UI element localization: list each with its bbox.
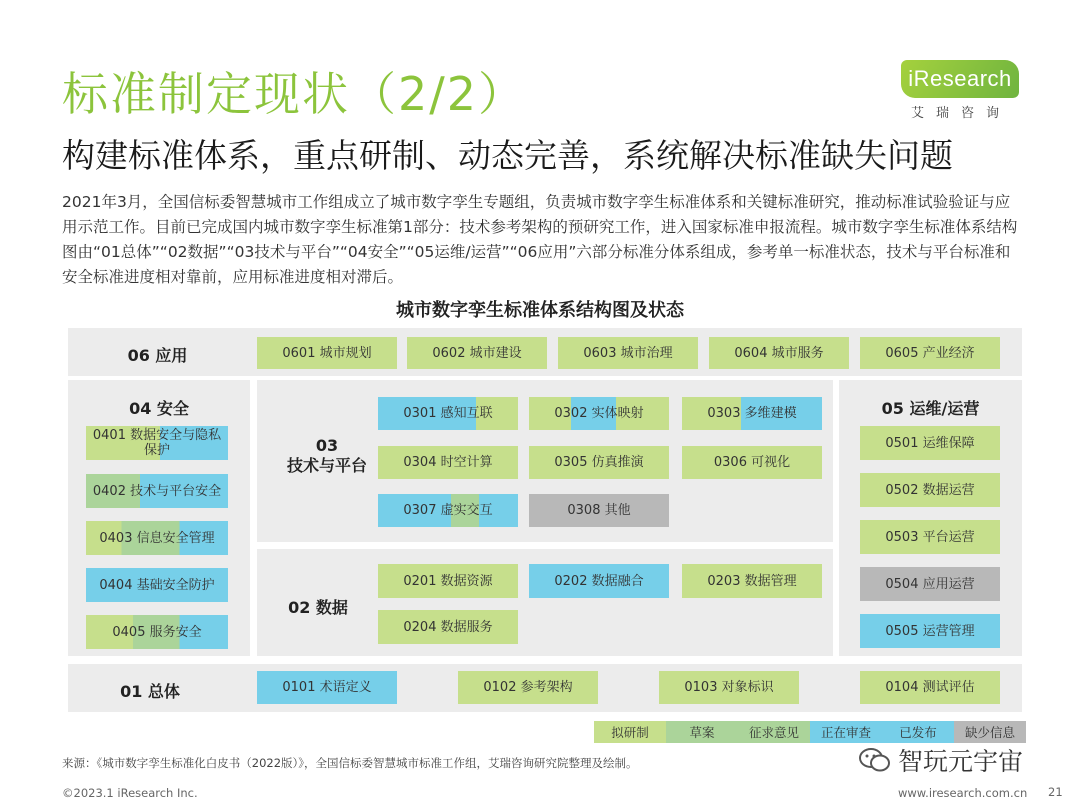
website: www.iresearch.com.cn bbox=[898, 786, 1028, 800]
item-0602: 0602 城市建设 bbox=[407, 337, 547, 369]
legend-item: 征求意见 bbox=[738, 721, 810, 743]
legend-item: 缺少信息 bbox=[954, 721, 1026, 743]
page-title: 标准制定现状（2/2） bbox=[62, 67, 527, 121]
item-0604: 0604 城市服务 bbox=[709, 337, 849, 369]
section-06-label: 06 应用 bbox=[127, 346, 188, 365]
item-0305: 0305 仿真推演 bbox=[529, 446, 669, 479]
item-0308: 0308 其他 bbox=[529, 494, 669, 527]
item-0605: 0605 产业经济 bbox=[860, 337, 1000, 369]
item-0302: 0302 实体映射 bbox=[529, 397, 669, 430]
item-0502: 0502 数据运营 bbox=[860, 473, 1000, 507]
page-number: 21 bbox=[1048, 785, 1063, 799]
logo-text: iResearch bbox=[901, 60, 1019, 98]
wechat-watermark bbox=[858, 742, 1023, 778]
item-0102: 0102 参考架构 bbox=[458, 671, 598, 704]
item-0503: 0503 平台运营 bbox=[860, 520, 1000, 554]
legend-item: 草案 bbox=[666, 721, 738, 743]
page-subtitle: 构建标准体系，重点研制、动态完善，系统解决标准缺失问题 bbox=[62, 136, 953, 175]
item-0104: 0104 测试评估 bbox=[860, 671, 1000, 704]
intro-paragraph: 2021年3月，全国信标委智慧城市工作组成立了城市数字孪生专题组，负责城市数字孪生标准体系和关键标准研究，推动标准试验验证与应用示范工作。目前已完成国内城市数字孪生标准第1部分：技术参考架构的预研究工作，进入国家标准申报流程。城市数字孪生标准体系结构图由“01总体”“02数据”“03技术与平台”“04安全”“05运维/运营”“06应用”六部分标准分体系组成，参考单一标准状态，技术与平台标准和安全标准进度相对靠前，应用标准进度相对滞后。 bbox=[62, 193, 1018, 286]
item-0203: 0203 数据管理 bbox=[682, 564, 822, 598]
wechat-name: 智玩元宇宙 bbox=[898, 747, 1024, 776]
item-0505: 0505 运营管理 bbox=[860, 614, 1000, 648]
section-02-label: 02 数据 bbox=[288, 598, 348, 617]
item-0403: 0403 信息安全管理 bbox=[86, 521, 228, 555]
copyright: ©2023.1 iResearch Inc. bbox=[62, 786, 198, 800]
item-0306: 0306 可视化 bbox=[682, 446, 822, 479]
source-note: 来源：《城市数字孪生标准化白皮书（2022版）》，全国信标委智慧城市标准工作组，艾瑞咨询研究院整理及绘制。 bbox=[62, 756, 638, 770]
legend-item: 正在审查 bbox=[810, 721, 882, 743]
logo-cn: 艾瑞咨询 bbox=[910, 106, 1011, 121]
item-0601: 0601 城市规划 bbox=[257, 337, 397, 369]
wechat-icon bbox=[858, 746, 892, 774]
section-03-label: 03 技术与平台 bbox=[286, 436, 367, 475]
section-01-label: 01 总体 bbox=[120, 682, 180, 701]
item-0303: 0303 多维建模 bbox=[682, 397, 822, 430]
item-0304: 0304 时空计算 bbox=[378, 446, 518, 479]
item-0401: 0401 数据安全与隐私保护 bbox=[86, 426, 228, 460]
legend-item: 已发布 bbox=[882, 721, 954, 743]
item-0404: 0404 基础安全防护 bbox=[86, 568, 228, 602]
item-0301: 0301 感知互联 bbox=[378, 397, 518, 430]
item-0202: 0202 数据融合 bbox=[529, 564, 669, 598]
section-05-label: 05 运维/运营 bbox=[881, 399, 980, 418]
diagram-title: 城市数字孪生标准体系结构图及状态 bbox=[396, 300, 684, 321]
item-0603: 0603 城市治理 bbox=[558, 337, 698, 369]
iresearch-logo bbox=[893, 60, 1025, 122]
item-0402: 0402 技术与平台安全 bbox=[86, 474, 228, 508]
item-0307: 0307 虚实交互 bbox=[378, 494, 518, 527]
item-0201: 0201 数据资源 bbox=[378, 564, 518, 598]
item-0204: 0204 数据服务 bbox=[378, 610, 518, 644]
item-0101: 0101 术语定义 bbox=[257, 671, 397, 704]
item-0405: 0405 服务安全 bbox=[86, 615, 228, 649]
item-0501: 0501 运维保障 bbox=[860, 426, 1000, 460]
legend-item: 拟研制 bbox=[594, 721, 666, 743]
item-0504: 0504 应用运营 bbox=[860, 567, 1000, 601]
section-04-label: 04 安全 bbox=[129, 399, 189, 418]
item-0103: 0103 对象标识 bbox=[659, 671, 799, 704]
